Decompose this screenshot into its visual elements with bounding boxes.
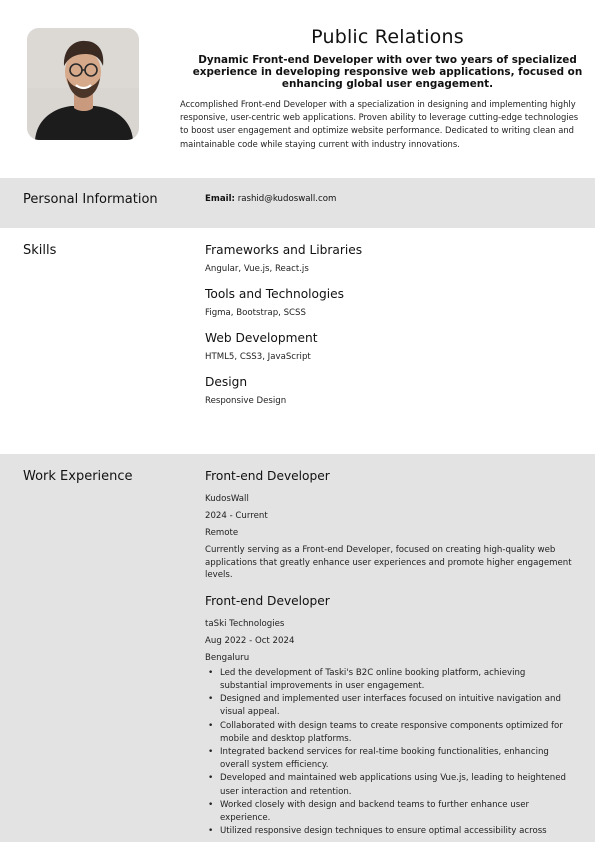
headline: Dynamic Front-end Developer with over two years of specialized experience in developing responsive web applications, focused on enhancing global user engagement. [192,54,583,90]
skill-items: HTML5, CSS3, JavaScript [205,352,311,362]
section-title-personal-information: Personal Information [23,192,158,207]
skill-group [205,375,575,406]
achievement-item: • Collaborated with design teams to create responsive components optimized for mobile and desktop platforms. [205,720,575,746]
section-title-skills: Skills [23,243,57,258]
job-company: taSki Technologies [205,618,285,629]
profile-photo-illustration [27,28,139,140]
section-title-work-experience: Work Experience [23,469,133,484]
profile-photo [27,28,139,140]
email-label: Email: [205,194,235,204]
job-role: Front-end Developer [205,593,330,608]
job-description: Currently serving as a Front-end Developer, focused on creating high-quality web applications that greatly enhance user experiences and promote higher engagement levels. [205,545,572,581]
skill-category: Web Development [205,331,318,345]
skills-section [0,228,595,454]
achievement-item: • Developed and maintained web applications using Vue.js, leading to heightened user interaction and retention. [205,772,575,798]
personal-information-section [0,178,595,228]
skills-list [205,243,575,419]
skill-items: Responsive Design [205,396,287,406]
job-dates: Aug 2022 - Oct 2024 [205,635,295,646]
job-list [205,469,575,838]
achievement-item: • Integrated backend services for real-time booking functionalities, enhancing overall system efficiency. [205,746,575,772]
job-achievements [205,667,575,839]
job-dates: 2024 - Current [205,511,268,521]
job-role: Front-end Developer [205,469,330,483]
professional-summary: Accomplished Front-end Developer with a specialization in designing and implementing highly responsive, user-centric web applications. Proven ability to leverage cutting-edge technologies to boost user engagement and optimize website performance. Dedicated to writing clean and maintainable code while staying current with industry innovations. [180,99,579,149]
skill-category: Tools and Technologies [205,287,344,301]
achievement-item: • Utilized responsive design techniques to ensure optimal accessibility across [205,825,575,838]
achievement-item: • Designed and implemented user interfaces focused on intuitive navigation and visual appeal. [205,693,575,719]
job-company: KudosWall [205,494,249,504]
email-row [205,194,575,204]
skill-items: Angular, Vue.js, React.js [205,264,309,274]
job-location: Bengaluru [205,652,250,663]
skill-group [205,287,575,318]
skill-category: Frameworks and Libraries [205,243,363,257]
skill-category: Design [205,375,248,389]
skill-items: Figma, Bootstrap, SCSS [205,308,306,318]
email-value: rashid@kudoswall.com [237,194,337,204]
work-experience-section [0,454,595,842]
job-entry [205,594,575,839]
achievement-item: • Led the development of Taski's B2C online booking platform, achieving substantial improvements in user engagement. [205,667,575,693]
job-entry [205,469,575,582]
skill-group [205,331,575,362]
achievement-item: • Worked closely with design and backend teams to further enhance user experience. [205,799,575,825]
skill-group [205,243,575,274]
job-location: Remote [205,528,239,538]
resume-header [0,0,595,178]
page-title: Public Relations [311,26,464,48]
